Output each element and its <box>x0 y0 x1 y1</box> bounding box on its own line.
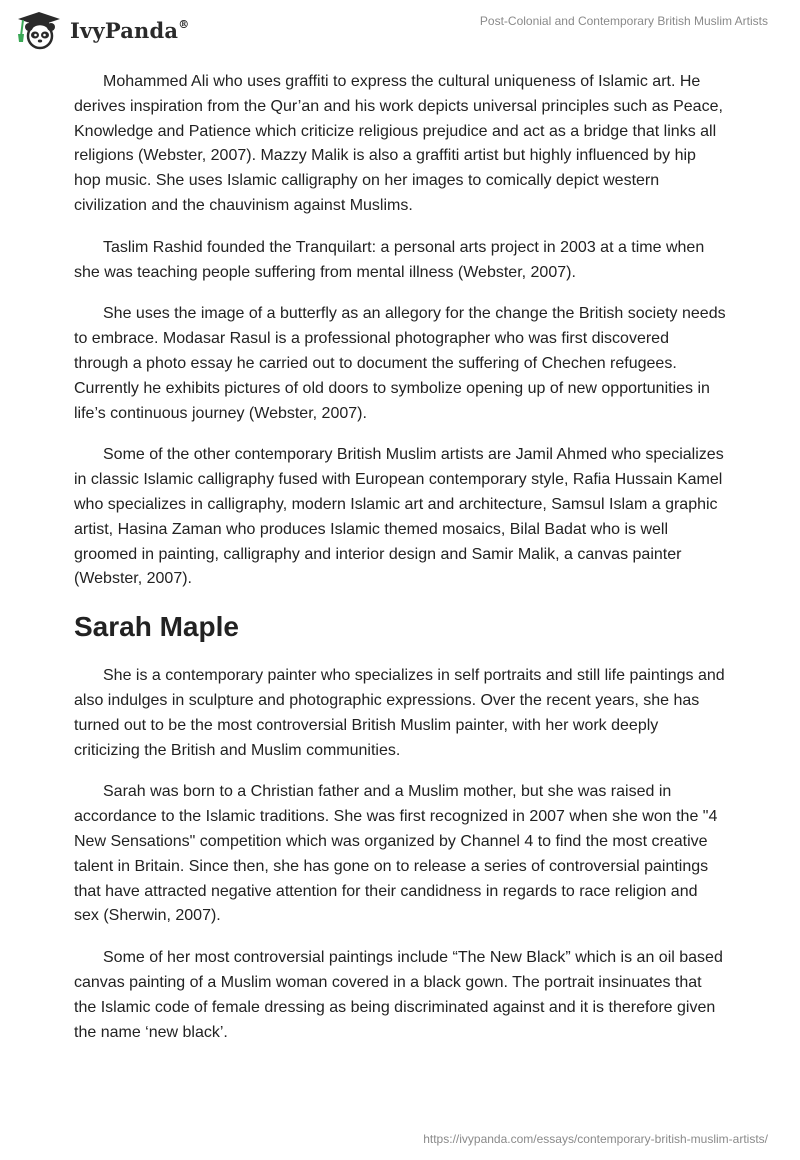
brand-name: IvyPanda® <box>70 17 190 43</box>
article-body <box>74 70 726 1062</box>
source-url[interactable]: https://ivypanda.com/essays/contemporary-british-muslim-artists/ <box>423 1132 768 1146</box>
paragraph: She uses the image of a butterfly as an allegory for the change the British society needs to embrace. Modasar Rasul is a professional photographer who was first discovered through a photo essay he carried out to document the suffering of Chechen refugees. Currently he exhibits pictures of old doors to symbolize opening up of new opportunities in life’s continuous journey (Webster, 2007). <box>74 305 726 422</box>
brand-logo[interactable] <box>14 10 189 50</box>
paragraph: She is a contemporary painter who specializes in self portraits and still life paintings and also indulges in sculpture and photographic expressions. Over the recent years, she has turned out to be the most controversial British Muslim painter, with her work deeply criticizing the British and Muslim communities. <box>74 667 725 759</box>
paragraph: Some of her most controversial paintings include “The New Black” which is an oil based canvas painting of a Muslim woman covered in a black gown. The portrait insinuates that the Islamic code of female dressing as being discriminated against and it is therefore given the name ‘new black’. <box>74 949 723 1041</box>
document-title: Post-Colonial and Contemporary British Muslim Artists <box>479 14 768 28</box>
page-header <box>0 0 800 60</box>
paragraph: Some of the other contemporary British Muslim artists are Jamil Ahmed who specializes in classic Islamic calligraphy fused with European contemporary style, Rafia Hussain Kamel who specializes in calligraphy, modern Islamic art and architecture, Samsul Islam a graphic artist, Hasina Zaman who produces Islamic themed mosaics, Bilal Badat who is well groomed in painting, calligraphy and interior design and Samir Malik, a canvas painter (Webster, 2007). <box>74 446 724 588</box>
paragraph: Sarah was born to a Christian father and a Muslim mother, but she was raised in accordance to the Islamic traditions. She was first recognized in 2007 when she won the "4 New Sensations" competition which was organized by Channel 4 to find the most creative talent in Britain. Since then, she has gone on to release a series of controversial paintings that have attracted negative attention for their candidness in regards to race religion and sex (Sherwin, 2007). <box>74 783 718 925</box>
panda-graduate-icon <box>14 10 64 50</box>
paragraph: Taslim Rashid founded the Tranquilart: a personal arts project in 2003 at a time when she was teaching people suffering from mental illness (Webster, 2007). <box>74 238 705 281</box>
paragraph: Mohammed Ali who uses graffiti to express the cultural uniqueness of Islamic art. He derives inspiration from the Qur’an and his work depicts universal principles such as Peace, Knowledge and Patience which criticize religious prejudice and act as a bridge that links all religions (Webster, 2007). Mazzy Malik is also a graffiti artist but highly influenced by hip hop music. She uses Islamic calligraphy on her images to comically depict western civilization and the chauvinism against Muslims. <box>74 73 723 214</box>
section-heading: Sarah Maple <box>74 611 239 643</box>
